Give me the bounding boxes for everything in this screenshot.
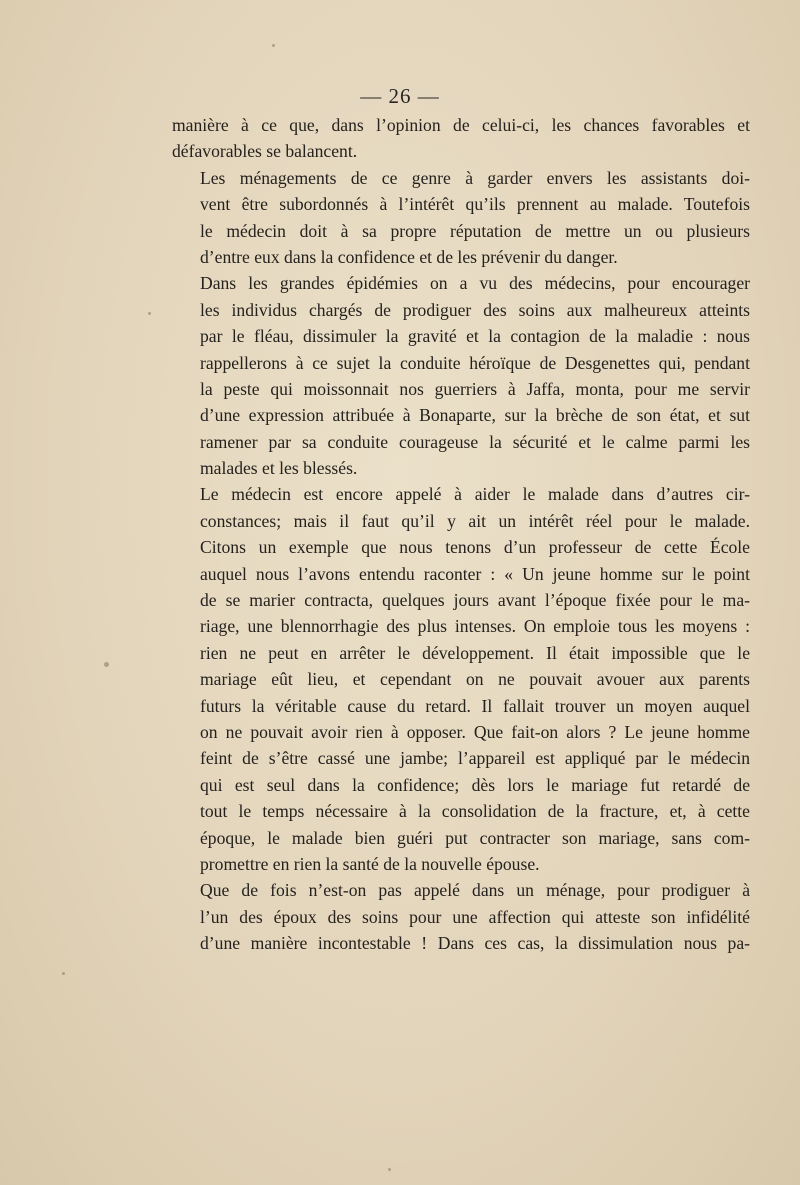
text-line: d’une expression attribuée à Bonaparte, sur la brèche de son état, et sut bbox=[200, 405, 750, 426]
text-line: d’entre eux dans la confidence et de les prévenir du danger. bbox=[200, 246, 618, 267]
text-line: défavorables se balancent. bbox=[172, 141, 358, 162]
text-line: la peste qui moissonnait nos guerriers à Jaffa, monta, pour me servir bbox=[200, 378, 750, 399]
text-line: on ne pouvait avoir rien à opposer. Que fait-on alors ? Le jeune homme bbox=[200, 721, 750, 742]
text-line: le médecin doit à sa propre réputation de mettre un ou plusieurs bbox=[200, 220, 750, 241]
text-line: Citons un exemple que nous tenons d’un professeur de cette École bbox=[200, 537, 750, 558]
text-line: qui est seul dans la confidence; dès lors le mariage fut retardé de bbox=[200, 774, 750, 795]
text-line: rappellerons à ce sujet la conduite héroïque de Desgenettes qui, pendant bbox=[200, 352, 750, 373]
paragraph bbox=[172, 165, 750, 271]
text-line: riage, une blennorrhagie des plus intenses. On emploie tous les moyens : bbox=[200, 616, 750, 637]
page-number: — 26 — bbox=[360, 84, 440, 108]
text-line: ramener par sa conduite courageuse la sécurité et le calme parmi les bbox=[200, 431, 750, 452]
text-line: Le médecin est encore appelé à aider le malade dans d’autres cir- bbox=[200, 484, 750, 505]
body-text bbox=[172, 112, 750, 957]
paper-speck bbox=[388, 1168, 391, 1171]
text-line: de se marier contracta, quelques jours avant l’époque fixée pour le ma- bbox=[200, 590, 750, 611]
text-line: l’un des époux des soins pour une affection qui atteste son infidélité bbox=[200, 906, 750, 927]
text-line: rien ne peut en arrêter le développement. Il était impossible que le bbox=[200, 642, 750, 663]
text-line: manière à ce que, dans l’opinion de celui-ci, les chances favorables et bbox=[172, 115, 750, 135]
text-line: Que de fois n’est-on pas appelé dans un ménage, pour prodiguer à bbox=[200, 880, 750, 901]
text-line: Dans les grandes épidémies on a vu des médecins, pour encourager bbox=[200, 273, 750, 294]
text-line: tout le temps nécessaire à la consolidation de la fracture, et, à cette bbox=[200, 801, 750, 822]
text-line: les individus chargés de prodiguer des soins aux malheureux atteints bbox=[200, 299, 750, 320]
text-line: d’une manière incontestable ! Dans ces cas, la dissimulation nous pa- bbox=[200, 933, 750, 954]
text-line: futurs la véritable cause du retard. Il fallait trouver un moyen auquel bbox=[200, 695, 750, 716]
text-line: malades et les blessés. bbox=[200, 458, 358, 479]
text-line: constances; mais il faut qu’il y ait un intérêt réel pour le malade. bbox=[200, 510, 750, 531]
paragraph bbox=[172, 270, 750, 481]
text-line: vent être subordonnés à l’intérêt qu’ils prennent au malade. Toutefois bbox=[200, 194, 750, 215]
paragraph bbox=[172, 112, 750, 165]
text-line: par le fléau, dissimuler la gravité et la contagion de la maladie : nous bbox=[200, 326, 750, 347]
text-line: feint de s’être cassé une jambe; l’appareil est appliqué par le médecin bbox=[200, 748, 750, 769]
paper-speck bbox=[62, 972, 65, 975]
paragraph bbox=[172, 877, 750, 956]
text-line: Les ménagements de ce genre à garder envers les assistants doi- bbox=[200, 167, 750, 188]
text-line: auquel nous l’avons entendu raconter : « Un jeune homme sur le point bbox=[200, 563, 750, 584]
paper-speck bbox=[104, 662, 109, 667]
paragraph bbox=[172, 481, 750, 877]
text-line: promettre en rien la santé de la nouvelle épouse. bbox=[200, 853, 540, 874]
paper-speck bbox=[272, 44, 275, 47]
paper-speck bbox=[148, 312, 151, 315]
text-line: époque, le malade bien guéri put contracter son mariage, sans com- bbox=[200, 827, 750, 848]
text-line: mariage eût lieu, et cependant on ne pouvait avouer aux parents bbox=[200, 669, 750, 690]
